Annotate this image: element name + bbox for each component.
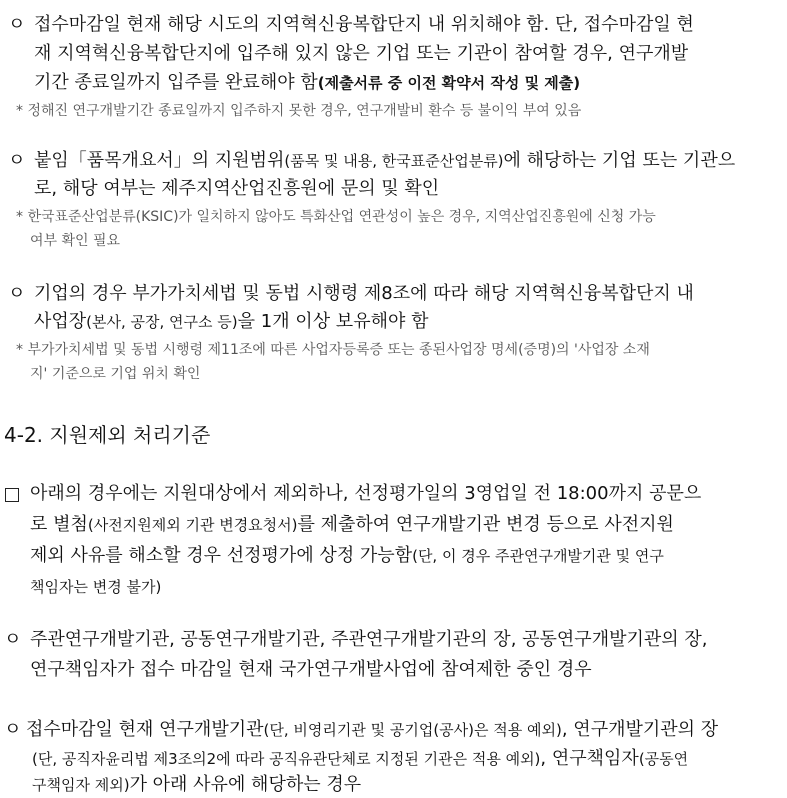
paragraph-line (30, 513, 674, 537)
paragraph-text: , 연구개발기관의 장 (561, 719, 719, 740)
paragraph-text: , 연구책임자 (540, 748, 639, 769)
parenthetical-text: 구책임자 제외) (32, 776, 130, 794)
bullet-marker: ㅇ (4, 629, 22, 650)
paragraph-line (26, 718, 718, 742)
parenthetical-text: (품목 및 내용, 한국표준산업분류) (284, 152, 504, 170)
parenthetical-text: (단, 공직자윤리법 제3조의2에 따라 공직유관단체로 지정된 기관은 적용 예외) (32, 750, 541, 768)
footnote: 여부 확인 필요 (30, 233, 121, 249)
paragraph-text: 접수마감일 현재 연구개발기관 (26, 719, 264, 740)
paragraph-line (32, 747, 688, 771)
bullet-marker: ㅇ (8, 14, 26, 35)
paragraph-text: 붙임「품목개요서」의 지원범위 (34, 150, 285, 171)
paragraph-line: 책임자는 변경 불가) (30, 578, 162, 596)
paragraph-text: 을 1개 이상 보유해야 함 (237, 311, 429, 332)
bullet-marker: ㅇ (8, 283, 26, 304)
paragraph-text: 에 해당하는 기업 또는 기관으 (503, 150, 736, 171)
paragraph-line (30, 544, 664, 568)
paragraph-text: 로 별첨 (30, 514, 88, 535)
parenthetical-text: (공동연 (638, 750, 689, 768)
footnote: * 한국표준산업분류(KSIC)가 일치하지 않아도 특화산업 연관성이 높은 경우, 지역산업진흥원에 신청 가능 (16, 209, 656, 225)
paragraph-line: 기업의 경우 부가가치세법 및 동법 시행령 제8조에 따라 해당 지역혁신융복합단지 내 (34, 283, 694, 304)
paragraph-line: 아래의 경우에는 지원대상에서 제외하나, 선정평가일의 3영업일 전 18:00까지 공문으 (30, 483, 702, 504)
paragraph-line (32, 773, 361, 797)
parenthetical-text: (본사, 공장, 연구소 등) (86, 313, 238, 331)
paragraph-text: 기간 종료일까지 입주를 완료해야 함 (34, 72, 318, 93)
bullet-marker: ㅇ (4, 719, 22, 740)
paragraph-text: 를 제출하여 연구개발기관 변경 등으로 사전지원 (297, 514, 674, 535)
parenthetical-text: (단, 비영리기관 및 공기업(공사)은 적용 예외) (263, 721, 562, 739)
square-bullet-icon (5, 488, 19, 502)
paragraph-text: 가 아래 사유에 해당하는 경우 (129, 774, 362, 795)
parenthetical-text: (단, 이 경우 주관연구개발기관 및 연구 (412, 547, 664, 565)
footnote: * 정해진 연구개발기간 종료일까지 입주하지 못한 경우, 연구개발비 환수 등 불이익 부여 있음 (16, 103, 582, 119)
paragraph-line: 로, 해당 여부는 제주지역산업진흥원에 문의 및 확인 (34, 178, 440, 199)
paragraph-line (34, 71, 580, 95)
footnote: 지' 기준으로 기업 위치 확인 (30, 366, 201, 382)
paragraph-text: 제외 사유를 해소할 경우 선정평가에 상정 가능함 (30, 545, 413, 566)
paragraph-line: 연구책임자가 접수 마감일 현재 국가연구개발사업에 참여제한 중인 경우 (30, 659, 592, 680)
paragraph-text: 사업장 (34, 311, 87, 332)
paragraph-line (34, 310, 428, 334)
paragraph-line: 재 지역혁신융복합단지에 입주해 있지 않은 기업 또는 기관이 참여할 경우, 연구개발 (34, 43, 689, 64)
paragraph-line: 접수마감일 현재 해당 시도의 지역혁신융복합단지 내 위치해야 함. 단, 접수마감일 현 (34, 14, 694, 35)
emphasis-text: (제출서류 중 이전 확약서 작성 및 제출) (317, 74, 581, 92)
footnote: * 부가가치세법 및 동법 시행령 제11조에 따른 사업자등록증 또는 종된사업장 명세(증명)의 '사업장 소재 (16, 342, 650, 358)
paragraph-line (34, 149, 735, 173)
parenthetical-text: (사전지원제외 기관 변경요청서) (87, 516, 298, 534)
bullet-marker: ㅇ (8, 150, 26, 171)
paragraph-line: 주관연구개발기관, 공동연구개발기관, 주관연구개발기관의 장, 공동연구개발기관의 장, (30, 629, 708, 650)
section-heading: 4-2. 지원제외 처리기준 (4, 423, 211, 447)
